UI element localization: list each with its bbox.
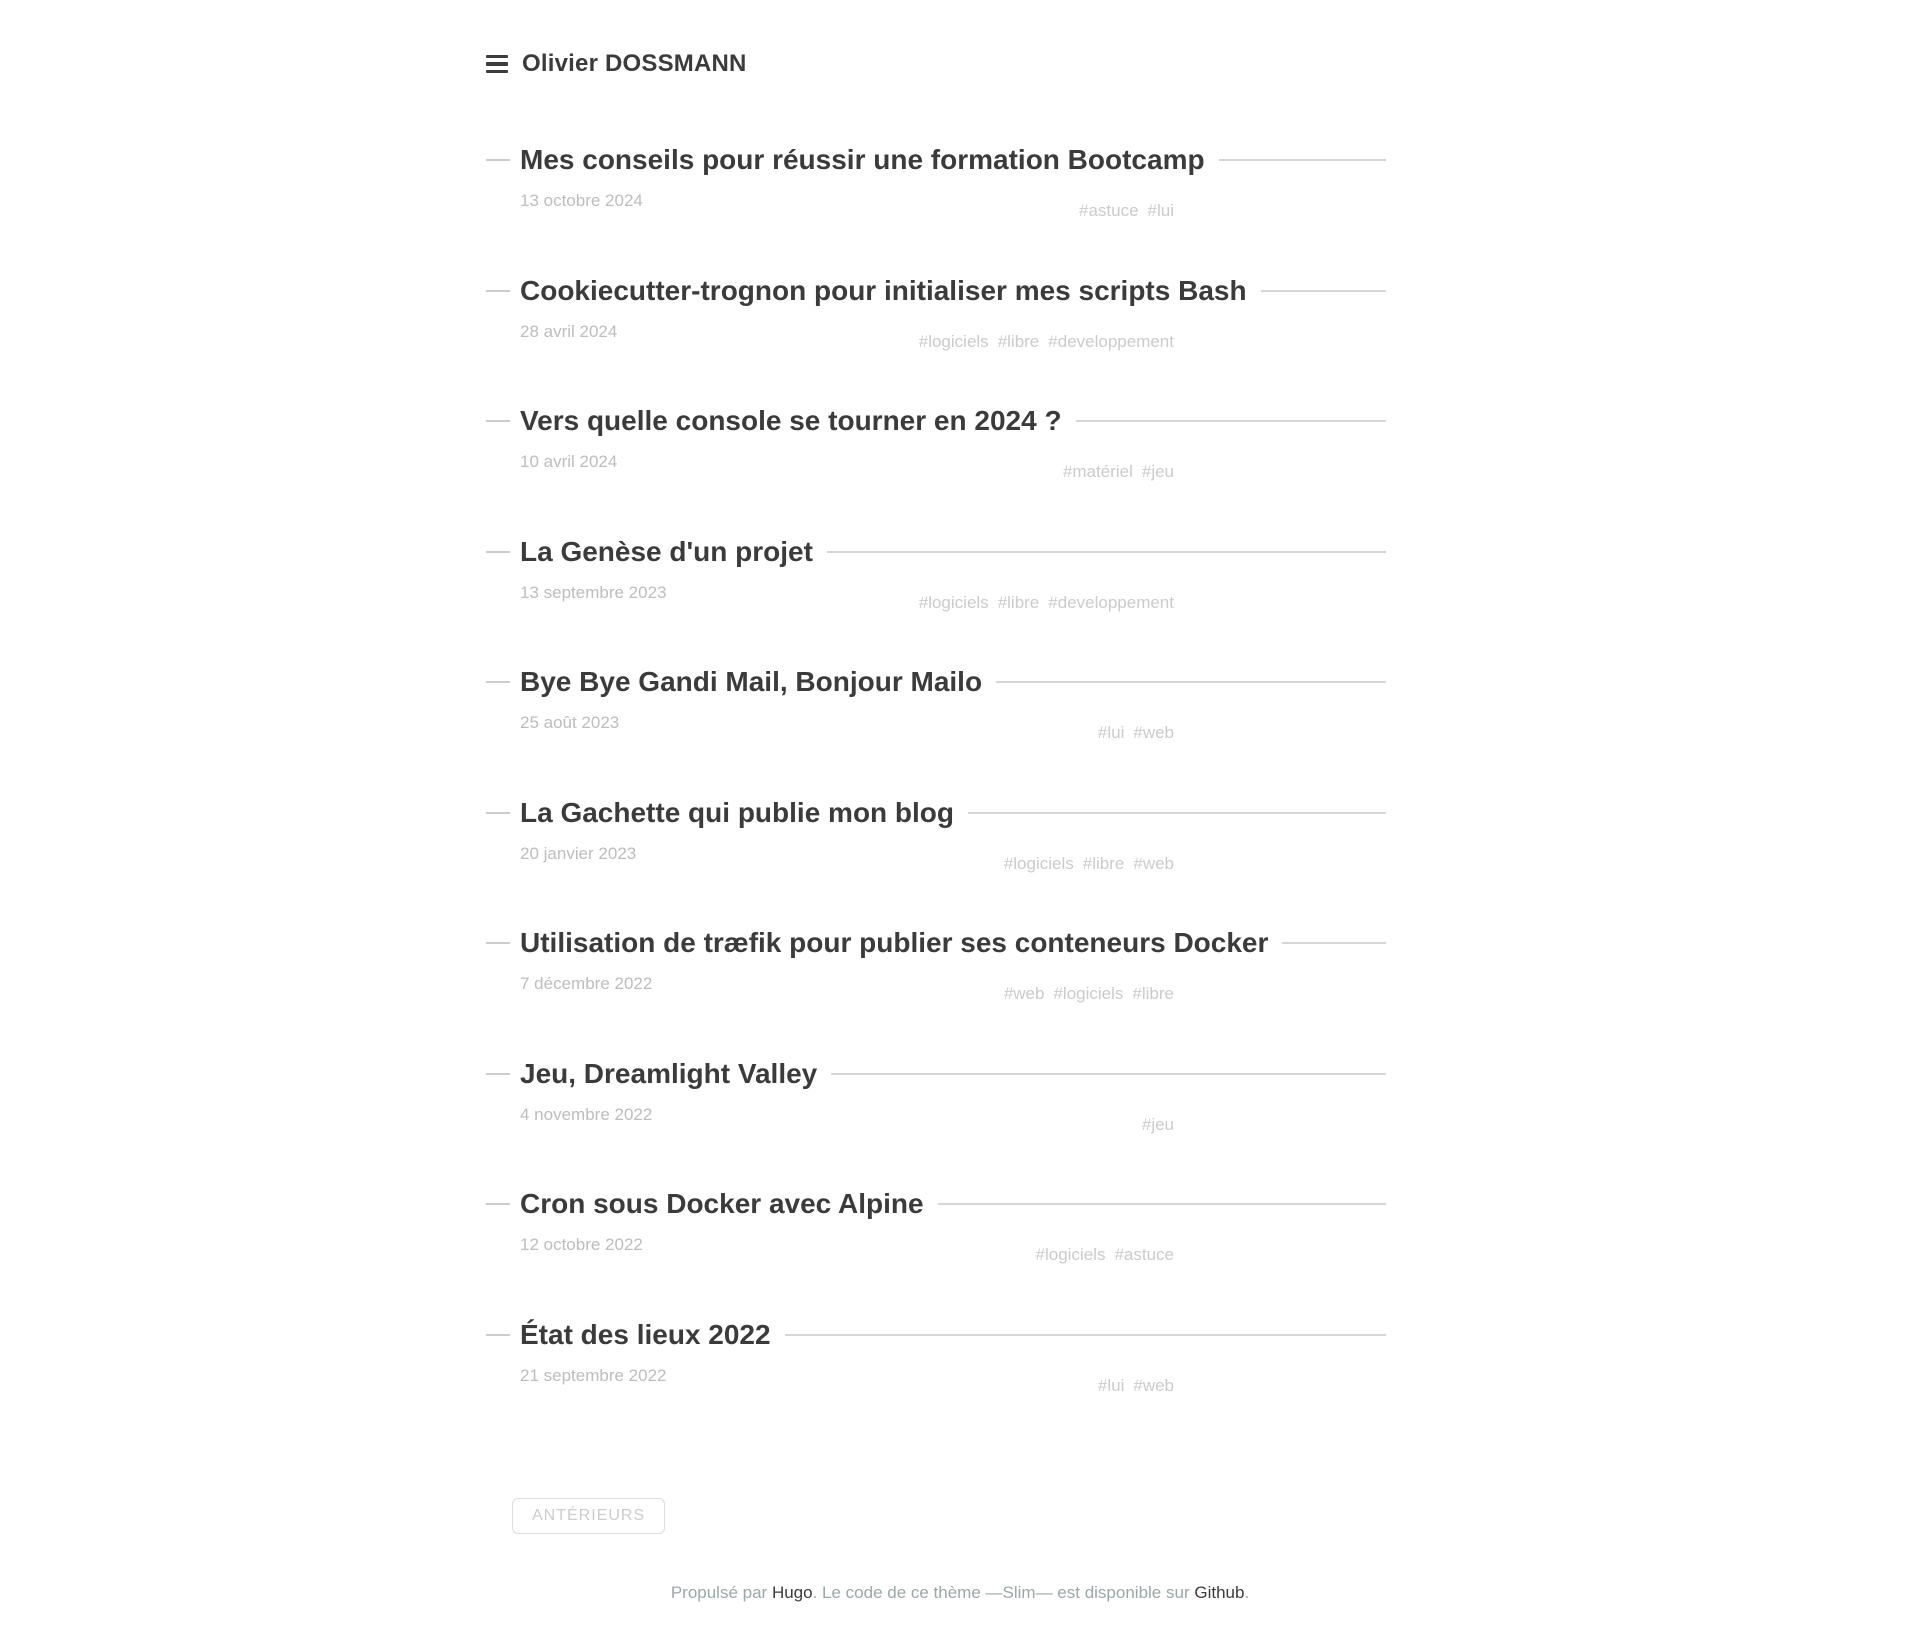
- post-date: 10 avril 2024: [520, 452, 618, 471]
- post-date: 13 octobre 2024: [520, 191, 643, 210]
- site-title[interactable]: Olivier DOSSMANN: [522, 50, 747, 77]
- title-rule-decoration: [785, 1334, 1386, 1336]
- post-tags: [1098, 1376, 1174, 1396]
- post-tag[interactable]: #web: [1003, 984, 1045, 1003]
- menu-hamburger-icon[interactable]: [486, 52, 508, 76]
- post-title-row: [486, 141, 1386, 179]
- footer-text-prefix: Propulsé par: [670, 1583, 768, 1602]
- post-tag[interactable]: #astuce: [1078, 201, 1139, 220]
- post-item: [486, 272, 1386, 403]
- title-rule-decoration: [968, 812, 1386, 814]
- post-date: 20 janvier 2023: [520, 843, 637, 863]
- post-tag[interactable]: #lui: [1097, 723, 1125, 742]
- post-meta: [486, 452, 1386, 522]
- title-rule-decoration: [938, 1203, 1386, 1205]
- post-tag[interactable]: #libre: [997, 331, 1040, 351]
- post-meta: [486, 322, 1386, 392]
- post-meta: [486, 583, 1386, 653]
- post-tag[interactable]: #web: [1133, 853, 1174, 873]
- post-title-row: [486, 924, 1386, 962]
- title-dash-decoration: [486, 159, 510, 161]
- title-rule-decoration: [1261, 290, 1386, 292]
- post-meta: [486, 1235, 1386, 1305]
- post-title-row: [486, 533, 1386, 571]
- title-dash-decoration: [486, 290, 510, 292]
- hamburger-bar: [486, 70, 508, 74]
- post-tag[interactable]: #jeu: [1141, 462, 1174, 481]
- post-item: [486, 1316, 1386, 1447]
- post-tags: [1098, 723, 1174, 743]
- post-title-link[interactable]: État des lieux 2022: [520, 1318, 771, 1350]
- title-dash-decoration: [486, 1073, 510, 1075]
- title-dash-decoration: [486, 420, 510, 422]
- site-footer: [0, 1583, 1920, 1603]
- post-date: 4 novembre 2022: [520, 1104, 653, 1124]
- post-tag[interactable]: #jeu: [1141, 1114, 1174, 1134]
- post-tag[interactable]: #libre: [1132, 984, 1174, 1003]
- post-tag[interactable]: #lui: [1147, 201, 1174, 220]
- post-tag[interactable]: #web: [1133, 723, 1174, 742]
- title-dash-decoration: [486, 1334, 510, 1336]
- post-date: 7 décembre 2022: [520, 974, 653, 993]
- title-rule-decoration: [1219, 159, 1386, 161]
- post-tags: [1004, 984, 1174, 1004]
- older-posts-button[interactable]: ANTÉRIEURS: [512, 1498, 665, 1534]
- post-title-link[interactable]: Cron sous Docker avec Alpine: [520, 1188, 924, 1219]
- post-item: [486, 924, 1386, 1055]
- post-title-row: [486, 272, 1386, 310]
- footer-text-middle: . Le code de ce thème —Slim— est disponible sur: [812, 1583, 1190, 1602]
- post-title-link[interactable]: Vers quelle console se tourner en 2024 ?: [520, 405, 1062, 436]
- post-tags: [919, 593, 1174, 613]
- post-date: 13 septembre 2023: [520, 582, 667, 602]
- title-rule-decoration: [827, 551, 1386, 553]
- post-tags: [1079, 201, 1174, 221]
- title-dash-decoration: [486, 681, 510, 683]
- post-title-row: [486, 794, 1386, 832]
- post-title-row: [486, 1055, 1386, 1093]
- footer-text-suffix: .: [1244, 1583, 1250, 1602]
- post-item: [486, 402, 1386, 533]
- post-title-link[interactable]: Bye Bye Gandi Mail, Bonjour Mailo: [520, 666, 983, 697]
- title-rule-decoration: [996, 681, 1386, 683]
- post-date: 28 avril 2024: [520, 321, 618, 341]
- post-title-link[interactable]: Mes conseils pour réussir une formation Bootcamp: [520, 144, 1205, 175]
- post-item: [486, 794, 1386, 925]
- post-item: [486, 141, 1386, 272]
- post-meta: [486, 191, 1386, 261]
- post-title-link[interactable]: La Genèse d'un projet: [520, 535, 813, 567]
- post-date: 12 octobre 2022: [520, 1235, 643, 1254]
- post-title-link[interactable]: Cookiecutter-trognon pour initialiser mes scripts Bash: [520, 274, 1247, 306]
- post-title-link[interactable]: Utilisation de træfik pour publier ses conteneurs Docker: [520, 927, 1269, 958]
- post-tags: [1063, 462, 1174, 482]
- post-tag[interactable]: #libre: [1082, 853, 1125, 873]
- post-item: [486, 533, 1386, 664]
- title-rule-decoration: [1282, 942, 1386, 944]
- post-tag[interactable]: #logiciels: [918, 592, 989, 612]
- post-title-link[interactable]: Jeu, Dreamlight Valley: [520, 1057, 818, 1089]
- site-header: [486, 50, 747, 78]
- post-meta: [486, 1366, 1386, 1436]
- title-dash-decoration: [486, 1203, 510, 1205]
- post-title-row: [486, 1316, 1386, 1354]
- post-date: 25 août 2023: [520, 713, 620, 732]
- post-item: [486, 663, 1386, 794]
- post-tag[interactable]: #astuce: [1114, 1245, 1174, 1264]
- post-date: 21 septembre 2022: [520, 1365, 667, 1385]
- github-link[interactable]: Github: [1194, 1583, 1245, 1602]
- post-tags: [919, 332, 1174, 352]
- hamburger-bar: [486, 55, 508, 59]
- post-tag[interactable]: #developpement: [1048, 331, 1174, 351]
- hamburger-bar: [486, 62, 508, 66]
- title-rule-decoration: [831, 1073, 1386, 1075]
- post-meta: [486, 844, 1386, 914]
- post-tag[interactable]: #logiciels: [1053, 984, 1124, 1003]
- post-title-row: [486, 663, 1386, 701]
- post-tag[interactable]: #web: [1133, 1375, 1174, 1395]
- post-tags: [1004, 854, 1174, 874]
- post-item: [486, 1055, 1386, 1186]
- post-tag[interactable]: #logiciels: [918, 331, 989, 351]
- post-list: [486, 141, 1386, 1446]
- post-tag[interactable]: #libre: [997, 592, 1040, 612]
- post-tags: [1142, 1115, 1174, 1135]
- post-tag[interactable]: #matériel: [1062, 462, 1133, 481]
- title-dash-decoration: [486, 551, 510, 553]
- post-item: [486, 1185, 1386, 1316]
- title-rule-decoration: [1076, 420, 1386, 422]
- pagination: [512, 1498, 665, 1534]
- post-tags: [1036, 1245, 1174, 1265]
- post-tag[interactable]: #lui: [1097, 1375, 1125, 1395]
- post-meta: [486, 1105, 1386, 1175]
- post-tag[interactable]: #logiciels: [1035, 1245, 1106, 1264]
- post-title-link[interactable]: La Gachette qui publie mon blog: [520, 796, 955, 828]
- post-title-row: [486, 402, 1386, 440]
- title-dash-decoration: [486, 812, 510, 814]
- post-tag[interactable]: #logiciels: [1003, 853, 1074, 873]
- post-tag[interactable]: #developpement: [1048, 592, 1174, 612]
- title-dash-decoration: [486, 942, 510, 944]
- post-meta: [486, 713, 1386, 783]
- post-title-row: [486, 1185, 1386, 1223]
- hugo-link[interactable]: Hugo: [771, 1583, 813, 1602]
- post-meta: [486, 974, 1386, 1044]
